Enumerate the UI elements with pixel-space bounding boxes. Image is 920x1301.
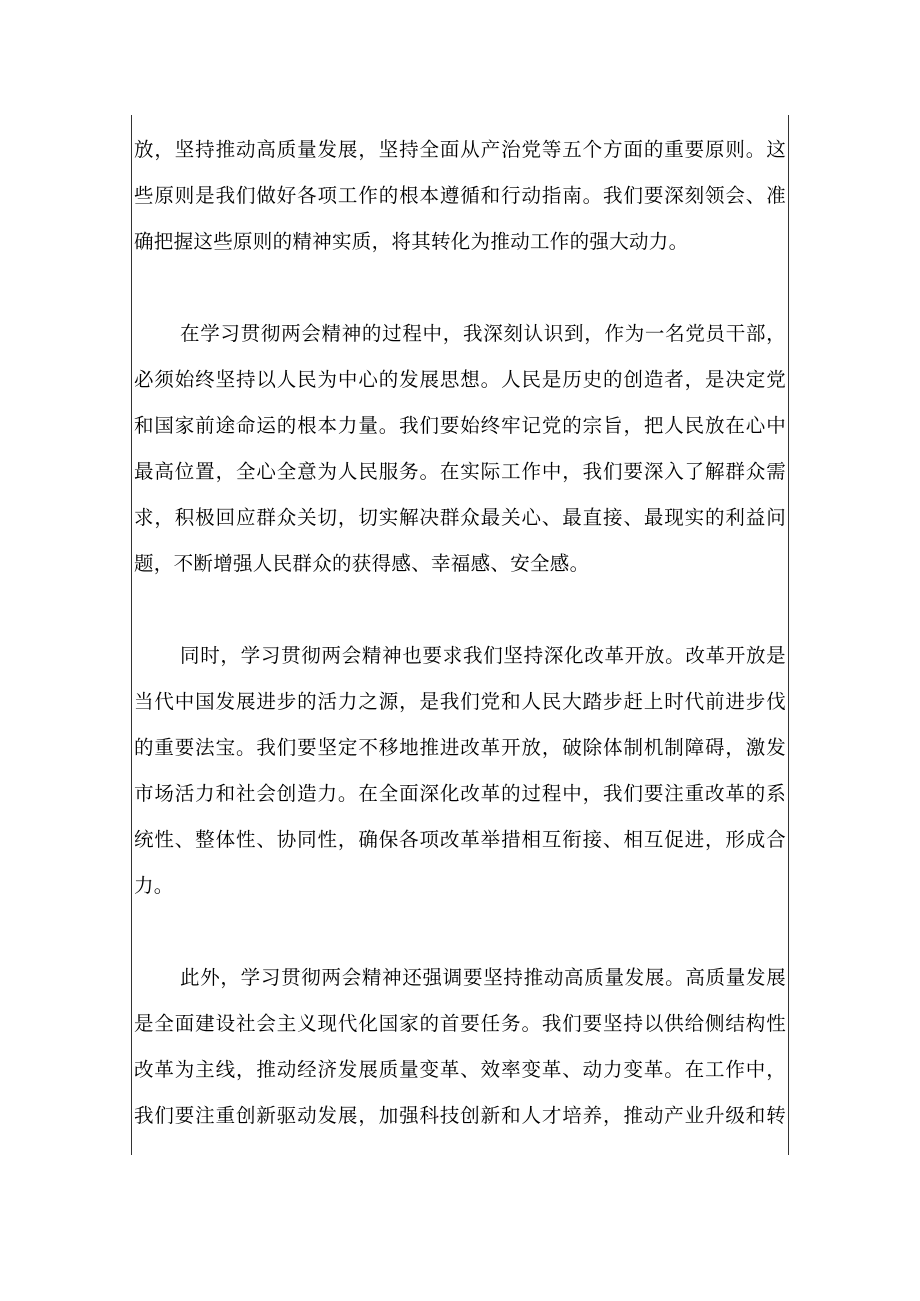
text-line: 此外，学习贯彻两会精神还强调要坚持推动高质量发展。高质量发展	[180, 966, 786, 989]
text-line: 统性、整体性、协同性，确保各项改革举措相互衔接、相互促进，形成合	[134, 828, 786, 851]
left-border-line	[131, 115, 132, 1155]
text-line: 改革为主线，推动经济发展质量变革、效率变革、动力变革。在工作中，	[134, 1058, 786, 1081]
text-line: 我们要注重创新驱动发展，加强科技创新和人才培养，推动产业升级和转	[134, 1104, 786, 1127]
document-body	[134, 127, 786, 1185]
text-line: 当代中国发展进步的活力之源，是我们党和人民大踏步赶上时代前进步伐	[134, 690, 786, 713]
document-page	[131, 115, 789, 1155]
text-line: 的重要法宝。我们要坚定不移地推进改革开放，破除体制机制障碍，激发	[134, 736, 786, 759]
text-line: 市场活力和社会创造力。在全面深化改革的过程中，我们要注重改革的系	[134, 782, 786, 805]
text-line: 在学习贯彻两会精神的过程中，我深刻认识到，作为一名党员干部，	[180, 322, 786, 345]
paragraph-1	[134, 127, 786, 265]
text-line: 是全面建设社会主义现代化国家的首要任务。我们要坚持以供给侧结构性	[134, 1012, 786, 1035]
text-line: 和国家前途命运的根本力量。我们要始终牢记党的宗旨，把人民放在心中	[134, 414, 786, 437]
text-line: 题，不断增强人民群众的获得感、幸福感、安全感。	[134, 552, 590, 575]
text-line: 最高位置，全心全意为人民服务。在实际工作中，我们要深入了解群众需	[134, 460, 786, 483]
text-line: 些原则是我们做好各项工作的根本遵循和行动指南。我们要深刻领会、准	[134, 184, 786, 207]
paragraph-3	[134, 633, 786, 909]
paragraph-4	[134, 955, 786, 1139]
text-line: 放，坚持推动高质量发展，坚持全面从产治党等五个方面的重要原则。这	[134, 138, 786, 161]
paragraph-2	[134, 311, 786, 587]
text-line: 同时，学习贯彻两会精神也要求我们坚持深化改革开放。改革开放是	[180, 644, 786, 667]
text-line: 求，积极回应群众关切，切实解决群众最关心、最直接、最现实的利益问	[134, 506, 786, 529]
right-border-line	[788, 115, 789, 1155]
text-line: 必须始终坚持以人民为中心的发展思想。人民是历史的创造者，是决定党	[134, 368, 786, 391]
text-line: 确把握这些原则的精神实质，将其转化为推动工作的强大动力。	[134, 230, 689, 253]
text-line: 力。	[134, 874, 174, 897]
